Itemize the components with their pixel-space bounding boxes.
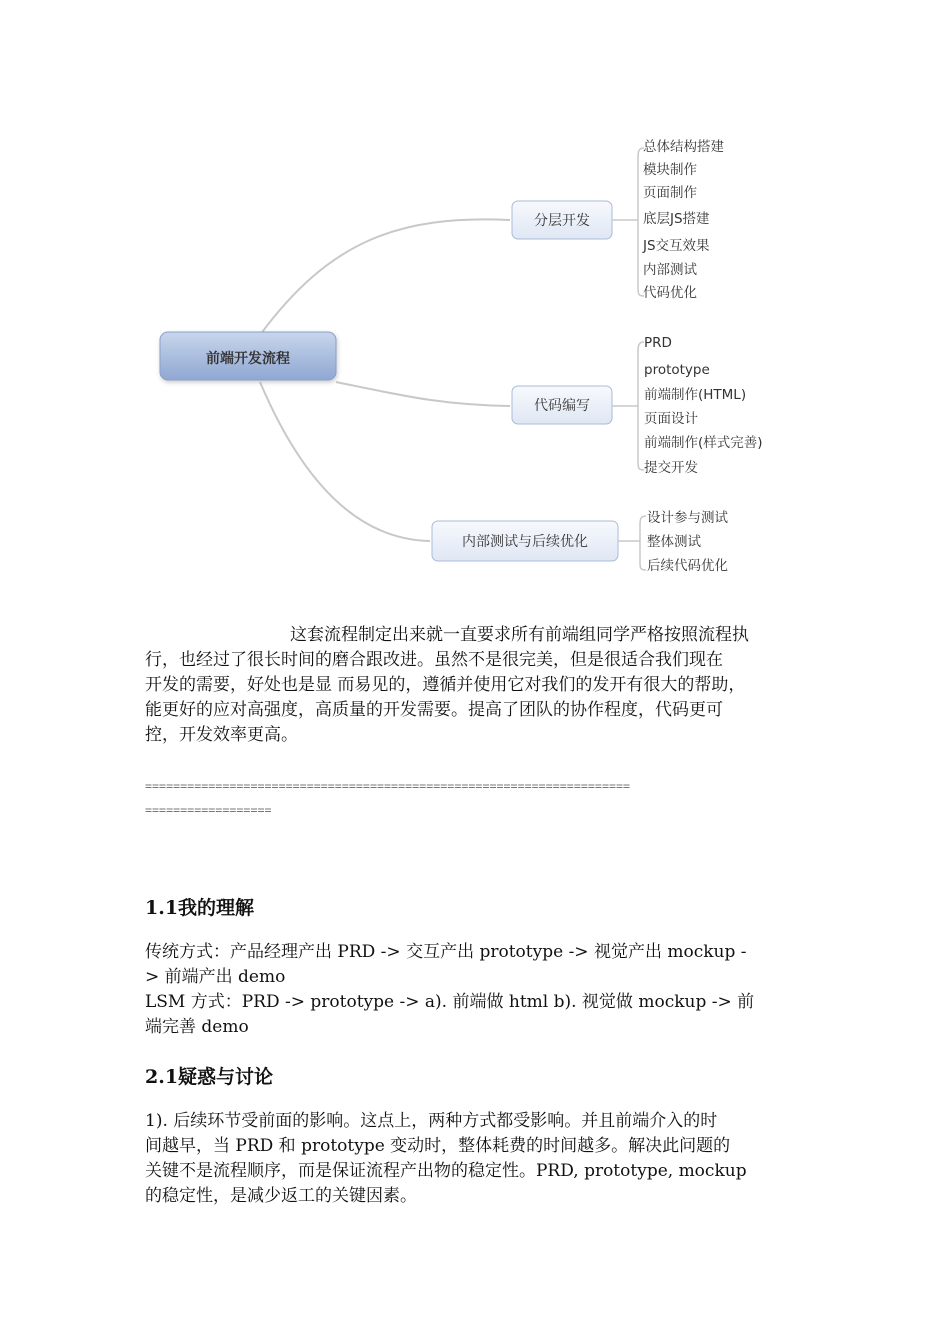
intro-line-4: 能更好的应对高强度，高质量的开发需要。提高了团队的协作程度，代码更可 <box>145 700 723 720</box>
section-1-line-2: > 前端产出 demo <box>145 967 286 987</box>
connector-branch-1 <box>260 219 510 335</box>
section-2-line-1: 1). 后续环节受前面的影响。这点上，两种方式都受影响。并且前端介入的时 <box>145 1111 718 1131</box>
section-2-body <box>145 1109 815 1209</box>
root-label: 前端开发流程 <box>206 351 290 367</box>
intro-line-2: 行，也经过了很长时间的磨合跟改进。虽然不是很完美，但是很适合我们现在 <box>145 650 723 670</box>
separator-line-2: ================== <box>145 803 272 817</box>
branch-node-1 <box>512 201 612 239</box>
leaf-1-2: 模块制作 <box>643 162 697 178</box>
leaf-1-5: JS交互效果 <box>643 238 710 254</box>
leaf-3-1: 设计参与测试 <box>647 510 728 526</box>
mindmap-diagram <box>140 120 840 590</box>
intro-line-1: 这套流程制定出来就一直要求所有前端组同学严格按照流程执 <box>290 625 749 645</box>
leaf-3-3: 后续代码优化 <box>647 558 728 574</box>
leaf-2-3: 前端制作(HTML) <box>644 387 747 403</box>
leaf-2-5: 前端制作(样式完善) <box>644 435 763 451</box>
leaf-1-7: 代码优化 <box>643 285 697 301</box>
intro-line-5: 控，开发效率更高。 <box>145 725 298 745</box>
branch-node-3 <box>432 521 618 561</box>
section-1-body <box>145 940 815 1040</box>
leaf-2-4: 页面设计 <box>644 411 698 427</box>
leaf-2-2: prototype <box>644 362 710 378</box>
branch-3-leaves <box>647 509 728 574</box>
leaf-2-6: 提交开发 <box>644 460 698 476</box>
branch-node-2 <box>512 386 612 424</box>
root-node <box>160 332 336 380</box>
branch-label-2: 代码编写 <box>534 398 590 414</box>
separator-line-1: ===================================================================== <box>145 779 631 793</box>
leaf-2-1: PRD <box>644 335 672 351</box>
connector-branch-3 <box>260 382 430 541</box>
section-1-line-3: LSM 方式：PRD -> prototype -> a). 前端做 html b). 视觉做 mockup -> 前 <box>145 992 755 1012</box>
section-2-line-2: 间越早，当 PRD 和 prototype 变动时，整体耗费的时间越多。解决此问题的 <box>145 1136 731 1156</box>
section-1-line-4: 端完善 demo <box>145 1017 249 1037</box>
section-1-heading: 1.1我的理解 <box>145 897 255 919</box>
leaf-1-6: 内部测试 <box>643 262 697 278</box>
leaf-1-3: 页面制作 <box>643 185 697 201</box>
leaf-1-1: 总体结构搭建 <box>643 139 724 155</box>
intro-line-3: 开发的需要，好处也是显 而易见的，遵循并使用它对我们的发开有很大的帮助， <box>145 675 746 695</box>
intro-paragraph <box>145 623 815 748</box>
connector-branch-2 <box>336 382 510 406</box>
section-1-line-1: 传统方式：产品经理产出 PRD -> 交互产出 prototype -> 视觉产出 mockup - <box>145 942 747 962</box>
leaf-3-2: 整体测试 <box>647 534 701 550</box>
section-2-heading: 2.1疑惑与讨论 <box>145 1066 274 1088</box>
branch-label-1: 分层开发 <box>534 213 590 229</box>
branch-label-3: 内部测试与后续优化 <box>462 534 588 550</box>
branch-2-leaves <box>644 335 763 476</box>
leaf-1-4: 底层JS搭建 <box>643 211 710 227</box>
branch-1-leaves <box>642 138 724 301</box>
section-2-line-4: 的稳定性，是减少返工的关键因素。 <box>145 1186 417 1206</box>
section-2-line-3: 关键不是流程顺序，而是保证流程产出物的稳定性。PRD, prototype, mockup <box>145 1161 747 1181</box>
